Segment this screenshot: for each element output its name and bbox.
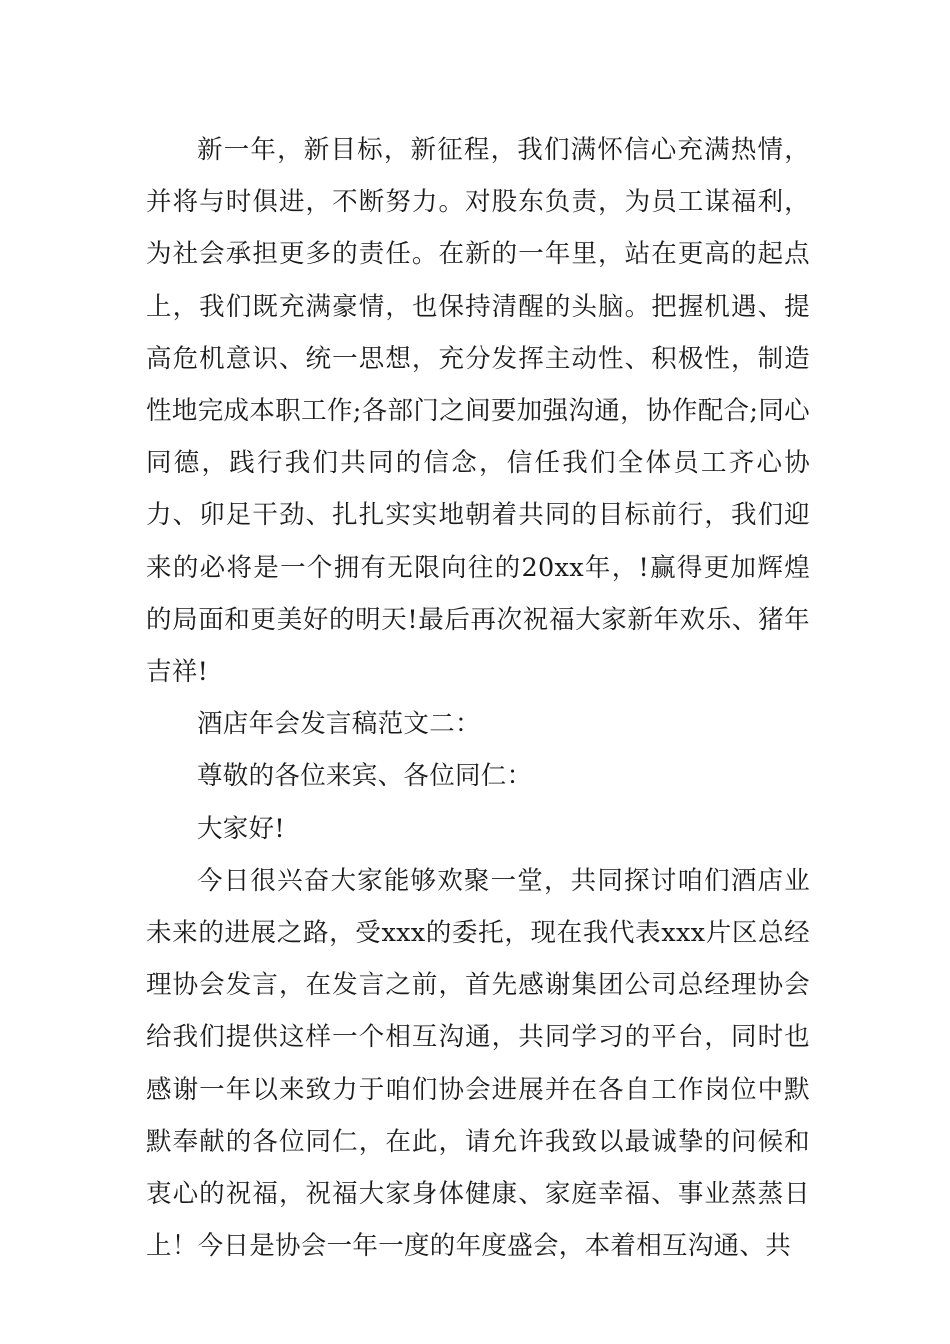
- paragraph-greeting: 大家好!: [197, 813, 285, 844]
- paragraph-speech-body: 今日很兴奋大家能够欢聚一堂，共同探讨咱们酒店业未来的进展之路，受xxx的委托，现在我代表xxx片区总经理协会发言，在发言之前，首先感谢集团公司总经理协会给我们提供这样一个相互沟通，共同学习的平台，同时也感谢一年以来致力于咱们协会进展并在各自工作岗位中默默奉献的各位同仁，在此，请允许我致以最诚挚的问候和衷心的祝福，祝福大家身体健康、家庭幸福、事业蒸蒸日上！今日是协会一年一度的年度盛会，本着相互沟通、共: [146, 865, 810, 1262]
- paragraph-closing-remarks: 新一年，新目标，新征程，我们满怀信心充满热情，并将与时俱进，不断努力。对股东负责，为员工谋福利，为社会承担更多的责任。在新的一年里，站在更高的起点上，我们既充满豪情，也保持清醒的头脑。把握机遇、提高危机意识、统一思想，充分发挥主动性、积极性，制造性地完成本职工作;各部门之间要加强沟通，协作配合;同心同德，践行我们共同的信念，信任我们全体员工齐心协力、卯足干劲、扎扎实实地朝着共同的目标前行，我们迎来的必将是一个拥有无限向往的20xx年，!赢得更加辉煌的局面和更美好的明天!最后再次祝福大家新年欢乐、猪年吉祥!: [146, 135, 810, 688]
- paragraph-section-heading: 酒店年会发言稿范文二：: [197, 709, 481, 740]
- document-body: [146, 124, 810, 1272]
- paragraph-salutation: 尊敬的各位来宾、各位同仁：: [197, 761, 533, 792]
